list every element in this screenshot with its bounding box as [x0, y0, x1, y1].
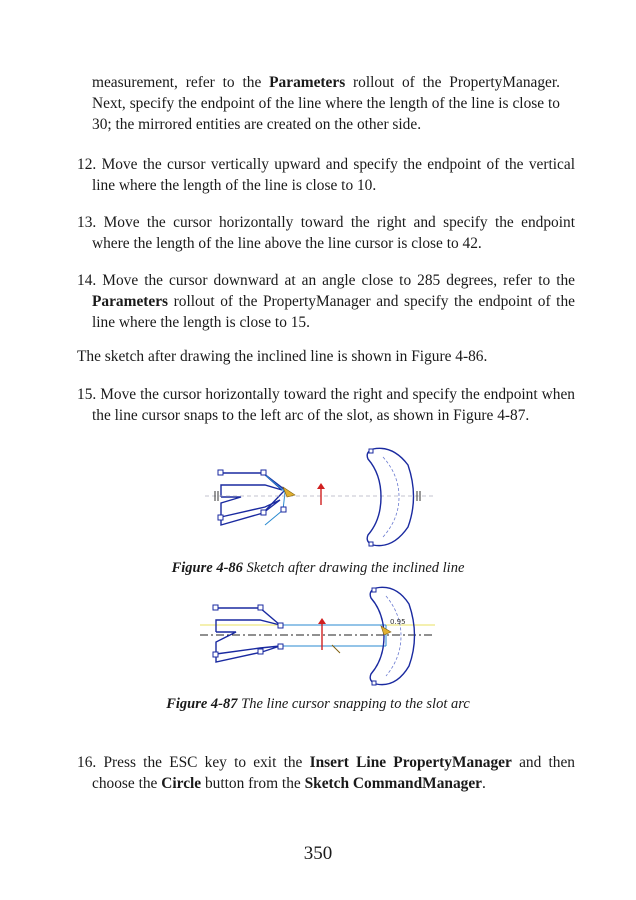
sketch-note: The sketch after drawing the inclined line is shown in Figure 4-86.	[77, 348, 488, 365]
step-14: 14. Move the cursor downward at an angle close to 285 degrees, refer to the Parameters rollout of the PropertyManager and specify the endpoint of the line where the length is close to 15.	[77, 272, 575, 331]
figure-4-86-caption: Figure 4-86 Sketch after drawing the inclined line	[171, 560, 465, 576]
figure-4-87-caption: Figure 4-87 The line cursor snapping to the slot arc	[166, 696, 470, 712]
dimension-label: 0.95	[390, 618, 406, 626]
step-16: 16. Press the ESC key to exit the Insert Line PropertyManager and then choose the Circle button from the Sketch CommandManager.	[77, 754, 576, 792]
step-12: 12. Move the cursor vertically upward and specify the endpoint of the vertical line where the length of the line is close to 10.	[77, 156, 575, 194]
paragraph-continued: measurement, refer to the Parameters rollout of the PropertyManager. Next, specify the endpoint of the line where the length of the line is close to 30; the mirrored entities are created on the other side.	[92, 74, 560, 133]
page-number: 350	[303, 843, 333, 864]
step-13: 13. Move the cursor horizontally toward the right and specify the endpoint where the length of the line above the line cursor is close to 42.	[77, 214, 575, 252]
figure-4-87-sketch	[200, 582, 440, 692]
step-15: 15. Move the cursor horizontally toward the right and specify the endpoint when the line cursor snaps to the left arc of the slot, as shown in Figure 4-87.	[77, 386, 575, 424]
figure-4-86-sketch	[205, 445, 445, 555]
